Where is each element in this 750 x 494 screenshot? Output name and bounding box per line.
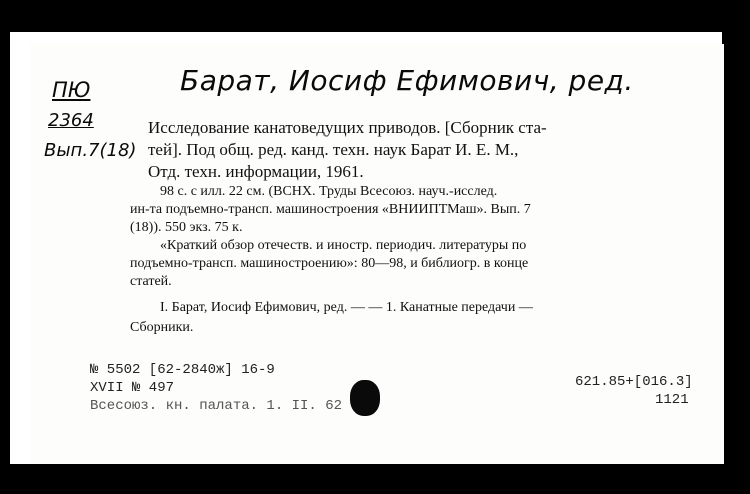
author-heading: Барат, Иосиф Ефимович, ред. (180, 64, 634, 97)
title-line-2: тей]. Под общ. ред. канд. техн. наук Барат И. Е. М., (148, 140, 519, 159)
scan-border-top (0, 0, 750, 32)
footer-left-line-3: Всесоюз. кн. палата. 1. II. 62 (90, 398, 343, 414)
description-line-2: ин-та подъемно-трансп. машиностроения «ВНИИПТМаш». Вып. 7 (130, 202, 531, 217)
note-line-2: подъемно-трансп. машиностроению»: 80—98, и библиогр. в конце (130, 256, 529, 271)
tracing-line-1: I. Барат, Иосиф Ефимович, ред. — — 1. Канатные передачи — (160, 300, 533, 315)
note-line-1: «Краткий обзор отечеств. и иностр. периодич. литературы по (160, 238, 527, 253)
tracing-line-2: Сборники. (130, 320, 194, 335)
description-line-3: (18)). 550 экз. 75 к. (130, 220, 243, 235)
footer-classification: 621.85+[016.3] (575, 374, 693, 390)
ink-stamp-mark (350, 380, 380, 416)
scan-border-left (0, 0, 10, 494)
title-line-1: Исследование канатоведущих приводов. [Сборник ста- (148, 118, 547, 137)
scan-border-bottom (0, 464, 750, 494)
footer-left-line-2: XVII № 497 (90, 380, 175, 396)
call-number-line-1: ПЮ (52, 78, 91, 102)
description-line-1: 98 с. с илл. 22 см. (ВСНХ. Труды Всесоюз. науч.-исслед. (160, 184, 498, 199)
title-line-3: Отд. техн. информации, 1961. (148, 162, 364, 181)
catalog-card (30, 44, 724, 464)
footer-left-line-1: № 5502 [62-2840ж] 16-9 (90, 362, 275, 378)
call-number-line-2: 2364 (48, 110, 94, 131)
scan-border-right (722, 0, 750, 494)
footer-card-number: 1121 (655, 392, 689, 408)
note-line-3: статей. (130, 274, 172, 289)
call-number-line-3: Вып.7(18) (44, 140, 137, 161)
